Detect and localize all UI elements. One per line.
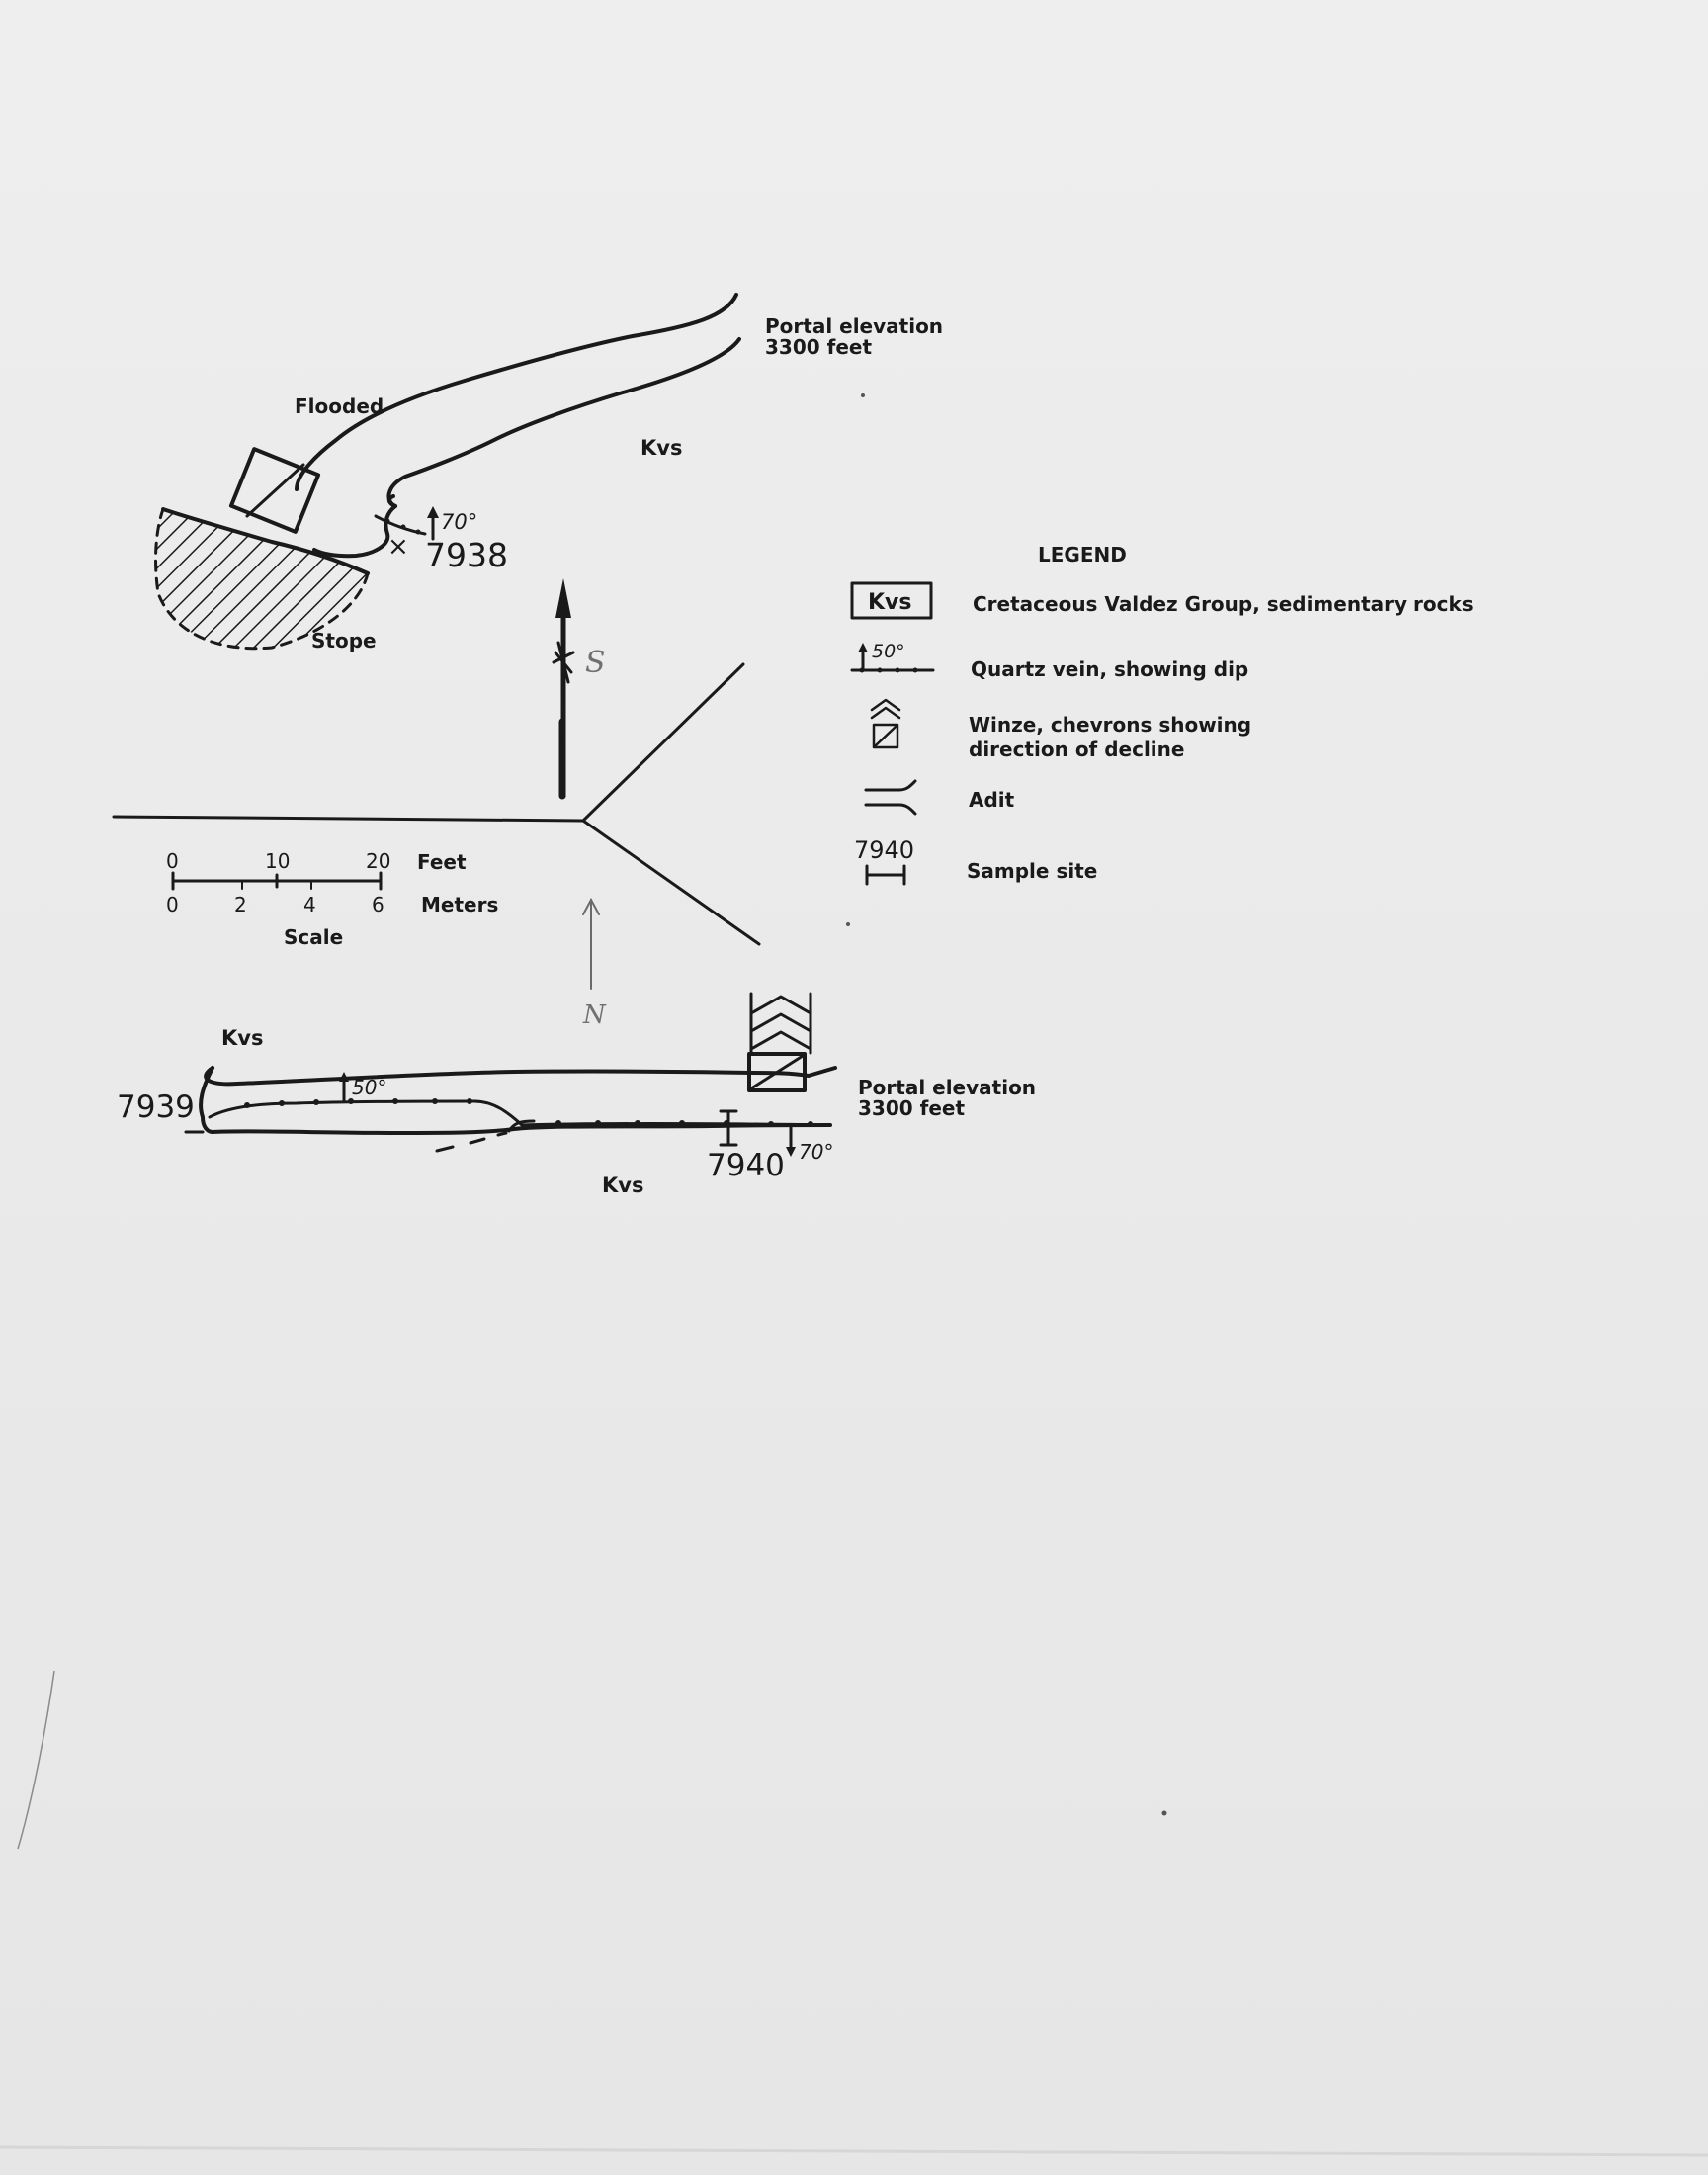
lower-quartz-vein-left bbox=[210, 1101, 522, 1125]
scale-m-2: 2 bbox=[234, 893, 247, 916]
south-pencil-label: S bbox=[585, 646, 606, 680]
scale-meters-label: Meters bbox=[421, 893, 499, 916]
upper-rock-unit-label: Kvs bbox=[640, 436, 683, 460]
north-arrow bbox=[582, 900, 607, 1030]
upper-portal-label-2: 3300 feet bbox=[765, 335, 873, 359]
paper-marks bbox=[0, 393, 1708, 2155]
scale-m-6: 6 bbox=[372, 893, 384, 916]
legend-item-0-label: Cretaceous Valdez Group, sedimentary rocks bbox=[973, 592, 1474, 616]
stope-label: Stope bbox=[311, 629, 377, 652]
upper-adit-top-wall bbox=[297, 295, 736, 489]
scale-m-4: 4 bbox=[303, 893, 316, 916]
lower-rock-unit-top: Kvs bbox=[221, 1026, 264, 1050]
lower-sample-right: 7940 bbox=[707, 1148, 785, 1183]
legend-item-2-label-1: Winze, chevrons showing bbox=[969, 713, 1252, 737]
legend-kvs-symbol: Kvs bbox=[868, 590, 912, 615]
legend-sample-symbol bbox=[867, 866, 904, 884]
upper-sample-marker: × bbox=[387, 532, 409, 562]
legend-winze-symbol bbox=[872, 700, 899, 747]
scale-title: Scale bbox=[284, 925, 344, 949]
upper-portal-label-1: Portal elevation bbox=[765, 314, 944, 338]
lower-portal-label-1: Portal elevation bbox=[858, 1076, 1037, 1099]
flooded-label: Flooded bbox=[295, 394, 384, 418]
scale-feet-label: Feet bbox=[417, 850, 467, 874]
legend-sample-number: 7940 bbox=[854, 836, 915, 864]
upper-dip-label: 70° bbox=[441, 510, 478, 534]
lower-sample-left: 7939 bbox=[117, 1089, 195, 1125]
flooded-shaft bbox=[231, 449, 318, 532]
legend-quartz-dip: 50° bbox=[872, 641, 905, 662]
legend-item-3-label: Adit bbox=[969, 788, 1015, 812]
lower-rock-unit-bottom: Kvs bbox=[602, 1174, 644, 1197]
legend-title: LEGEND bbox=[1038, 543, 1127, 566]
legend-item-4-label: Sample site bbox=[967, 859, 1098, 883]
lower-adit-top-wall bbox=[206, 1068, 835, 1084]
lower-quartz-vein-right bbox=[522, 1124, 830, 1126]
stope-area bbox=[156, 509, 368, 649]
lower-dip-left: 50° bbox=[352, 1076, 387, 1099]
lower-adit-back-wall bbox=[201, 1068, 213, 1132]
scale-feet-10: 10 bbox=[265, 849, 291, 873]
scale-feet-0: 0 bbox=[166, 849, 179, 873]
upper-mine-map bbox=[156, 295, 944, 652]
upper-adit-inner-wall bbox=[314, 506, 395, 556]
legend-item-1-label: Quartz vein, showing dip bbox=[971, 657, 1249, 681]
legend-adit-symbol bbox=[866, 781, 915, 814]
scale-bar bbox=[166, 849, 498, 949]
lower-sample-marker-7940 bbox=[721, 1111, 736, 1145]
upper-adit-bottom-wall bbox=[388, 339, 739, 506]
south-arrow bbox=[554, 578, 606, 796]
lower-mine-map bbox=[117, 994, 1036, 1197]
lower-portal-label-2: 3300 feet bbox=[858, 1096, 966, 1120]
scale-feet-20: 20 bbox=[366, 849, 391, 873]
north-pencil-label: N bbox=[583, 1000, 606, 1030]
upper-sample-number: 7938 bbox=[425, 536, 508, 574]
scale-m-0: 0 bbox=[166, 893, 179, 916]
legend-quartz-vein-symbol bbox=[852, 641, 933, 673]
lower-dip-right: 70° bbox=[799, 1140, 834, 1164]
legend-item-2-label-2: direction of decline bbox=[969, 738, 1185, 761]
legend bbox=[852, 543, 1474, 884]
